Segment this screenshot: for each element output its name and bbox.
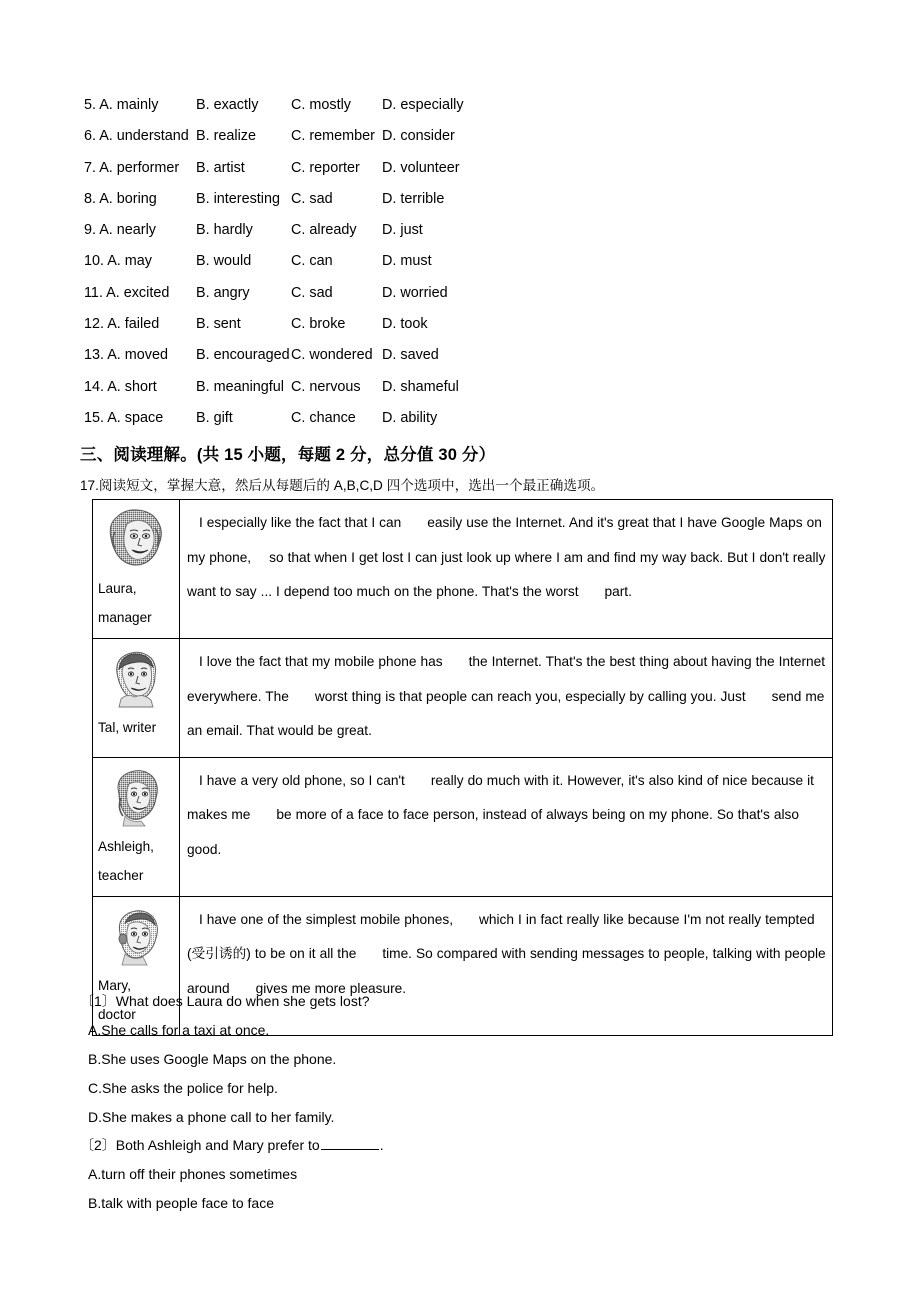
question-option[interactable]: A.She calls for a taxi at once. <box>88 1022 270 1038</box>
table-row <box>93 639 833 758</box>
cloze-option-a: 8. A. boring <box>84 190 157 207</box>
person-role: manager <box>98 610 152 625</box>
answer-blank[interactable] <box>321 1137 379 1150</box>
passage-seg: I have one of the simplest mobile phones, <box>199 911 454 927</box>
question-option[interactable]: B.She uses Google Maps on the phone. <box>88 1051 337 1067</box>
question-stem: 〔1〕What does Laura do when she gets lost? <box>80 993 370 1009</box>
person-role: doctor <box>98 1006 136 1022</box>
cloze-option-b: B. artist <box>196 159 245 176</box>
cloze-option-d: D. worried <box>382 284 448 301</box>
cloze-option-a: 15. A. space <box>84 409 164 426</box>
cloze-option-a: 6. A. understand <box>84 128 189 145</box>
cloze-option-c: C. mostly <box>291 97 351 113</box>
question-stem-suffix: . <box>379 1137 384 1153</box>
woman-curly-hair-portrait-icon <box>103 508 167 570</box>
person-name: Mary, <box>98 977 131 993</box>
cloze-option-d: D. took <box>382 316 428 333</box>
passage-seg: I have a very old phone, so I can't <box>199 772 405 788</box>
cloze-option-b: B. interesting <box>196 190 280 207</box>
cloze-option-d: D. volunteer <box>382 159 460 176</box>
cloze-option-a: 11. A. excited <box>84 284 170 301</box>
passage-seg: really do much with it. However, it's also kind of nice because it makes me <box>187 772 814 822</box>
question-1 <box>80 987 840 1132</box>
cloze-row <box>84 309 844 340</box>
question-option[interactable]: D.She makes a phone call to her family. <box>88 1109 335 1125</box>
woman-bob-hair-portrait-icon <box>103 766 167 828</box>
cloze-options-list <box>84 90 844 434</box>
passage-seg: send me an email. That would be great. <box>187 688 825 738</box>
cloze-row <box>84 215 844 246</box>
passage-text-cell <box>180 757 833 896</box>
cloze-row <box>84 340 844 371</box>
man-short-hair-portrait-icon <box>103 647 167 709</box>
cloze-row <box>84 90 844 121</box>
cloze-option-d: D. terrible <box>382 190 445 207</box>
cloze-option-d: D. especially <box>382 97 464 113</box>
cloze-option-a: 9. A. nearly <box>84 222 156 239</box>
passage-seg: which I in fact really like because I'm not really tempted (受引诱的) to be on it all the <box>187 911 815 961</box>
cloze-option-c: C. remember <box>291 128 375 145</box>
passage-paragraph <box>187 764 826 868</box>
cloze-option-a: 14. A. short <box>84 378 157 395</box>
passage-seg: worst thing is that people can reach you, especially by calling you. Just <box>314 688 746 704</box>
cloze-option-a: 12. A. failed <box>84 316 160 333</box>
cloze-row <box>84 121 844 152</box>
cloze-option-c: C. sad <box>291 190 333 207</box>
passage-seg: the Internet. That's the best thing about having the Internet everywhere. The <box>187 654 826 704</box>
cloze-option-d: D. ability <box>382 409 438 426</box>
cloze-option-b: B. realize <box>196 128 256 145</box>
cloze-option-b: B. exactly <box>196 97 259 113</box>
person-name: Tal, writer <box>98 720 157 735</box>
cloze-option-a: 10. A. may <box>84 253 152 270</box>
question-stem-prefix: 〔2〕Both Ashleigh and Mary prefer to <box>80 1137 320 1153</box>
cloze-option-b: B. would <box>196 253 252 270</box>
cloze-option-c: C. can <box>291 253 333 270</box>
cloze-row <box>84 246 844 277</box>
passage-seg: I especially like the fact that I can <box>199 515 402 530</box>
question-option[interactable]: C.She asks the police for help. <box>88 1080 278 1096</box>
cloze-option-d: D. must <box>382 253 432 270</box>
passage-paragraph <box>187 506 826 610</box>
reading-instruction: 17.阅读短文，掌握大意，然后从每题后的 A,B,C,D 四个选项中，选出一个最正确选项。 <box>80 478 605 493</box>
person-cell <box>93 757 180 896</box>
passage-seg: be more of a face to face person, instead of always being on my phone. So that's also good. <box>187 807 799 857</box>
cloze-option-b: B. gift <box>196 409 233 426</box>
cloze-option-d: D. shameful <box>382 378 459 395</box>
cloze-option-a: 13. A. moved <box>84 347 168 364</box>
cloze-option-c: C. nervous <box>291 378 361 395</box>
cloze-option-d: D. just <box>382 222 423 239</box>
person-name: Ashleigh, <box>98 838 154 854</box>
cloze-option-b: B. encouraged <box>196 347 290 364</box>
passage-paragraph <box>187 645 826 749</box>
cloze-option-d: D. consider <box>382 128 455 145</box>
passage-seg: time. So compared with sending messages to people, talking with people around <box>187 946 826 996</box>
table-row <box>93 500 833 639</box>
cloze-option-d: D. saved <box>382 347 439 364</box>
cloze-option-c: C. wondered <box>291 347 373 364</box>
question-stem <box>80 1131 840 1160</box>
cloze-option-c: C. chance <box>291 409 356 426</box>
question-option[interactable]: B.talk with people face to face <box>88 1195 274 1211</box>
passage-seg: gives me more pleasure. <box>255 980 407 996</box>
passage-seg: I love the fact that my mobile phone has <box>199 654 443 669</box>
passage-table <box>92 499 833 1036</box>
woman-updo-hair-portrait-icon <box>103 905 167 967</box>
passage-text-cell <box>180 500 833 639</box>
cloze-row <box>84 153 844 184</box>
passage-text-cell <box>180 639 833 758</box>
question-option[interactable]: A.turn off their phones sometimes <box>88 1166 298 1182</box>
passage-seg: easily use the Internet. And it's great that I have Google Maps on my phone, <box>187 515 822 565</box>
cloze-option-b: B. meaningful <box>196 378 284 395</box>
cloze-option-b: B. hardly <box>196 222 253 239</box>
person-name: Laura, <box>98 581 137 596</box>
table-row <box>93 757 833 896</box>
cloze-row <box>84 278 844 309</box>
section-heading: 三、阅读理解。(共 15 小题，每题 2 分，总分值 30 分） <box>80 446 496 464</box>
cloze-option-b: B. sent <box>196 316 241 333</box>
person-cell <box>93 639 180 758</box>
cloze-option-c: C. reporter <box>291 159 360 176</box>
cloze-row <box>84 372 844 403</box>
cloze-option-c: C. already <box>291 222 357 239</box>
person-role: teacher <box>98 867 144 883</box>
passage-seg: part. <box>604 584 632 599</box>
cloze-row <box>84 184 844 215</box>
cloze-row <box>84 403 844 434</box>
cloze-option-a: 7. A. performer <box>84 159 180 176</box>
person-cell <box>93 500 180 639</box>
cloze-option-a: 5. A. mainly <box>84 97 159 113</box>
cloze-option-c: C. sad <box>291 284 333 301</box>
question-2 <box>80 1131 840 1218</box>
cloze-option-b: B. angry <box>196 284 250 301</box>
passage-seg: so that when I get lost I can just look up where I am and find my way back. But I don't really want to say ... I depend too much on the phone. That's the worst <box>187 549 826 599</box>
cloze-option-c: C. broke <box>291 316 346 333</box>
